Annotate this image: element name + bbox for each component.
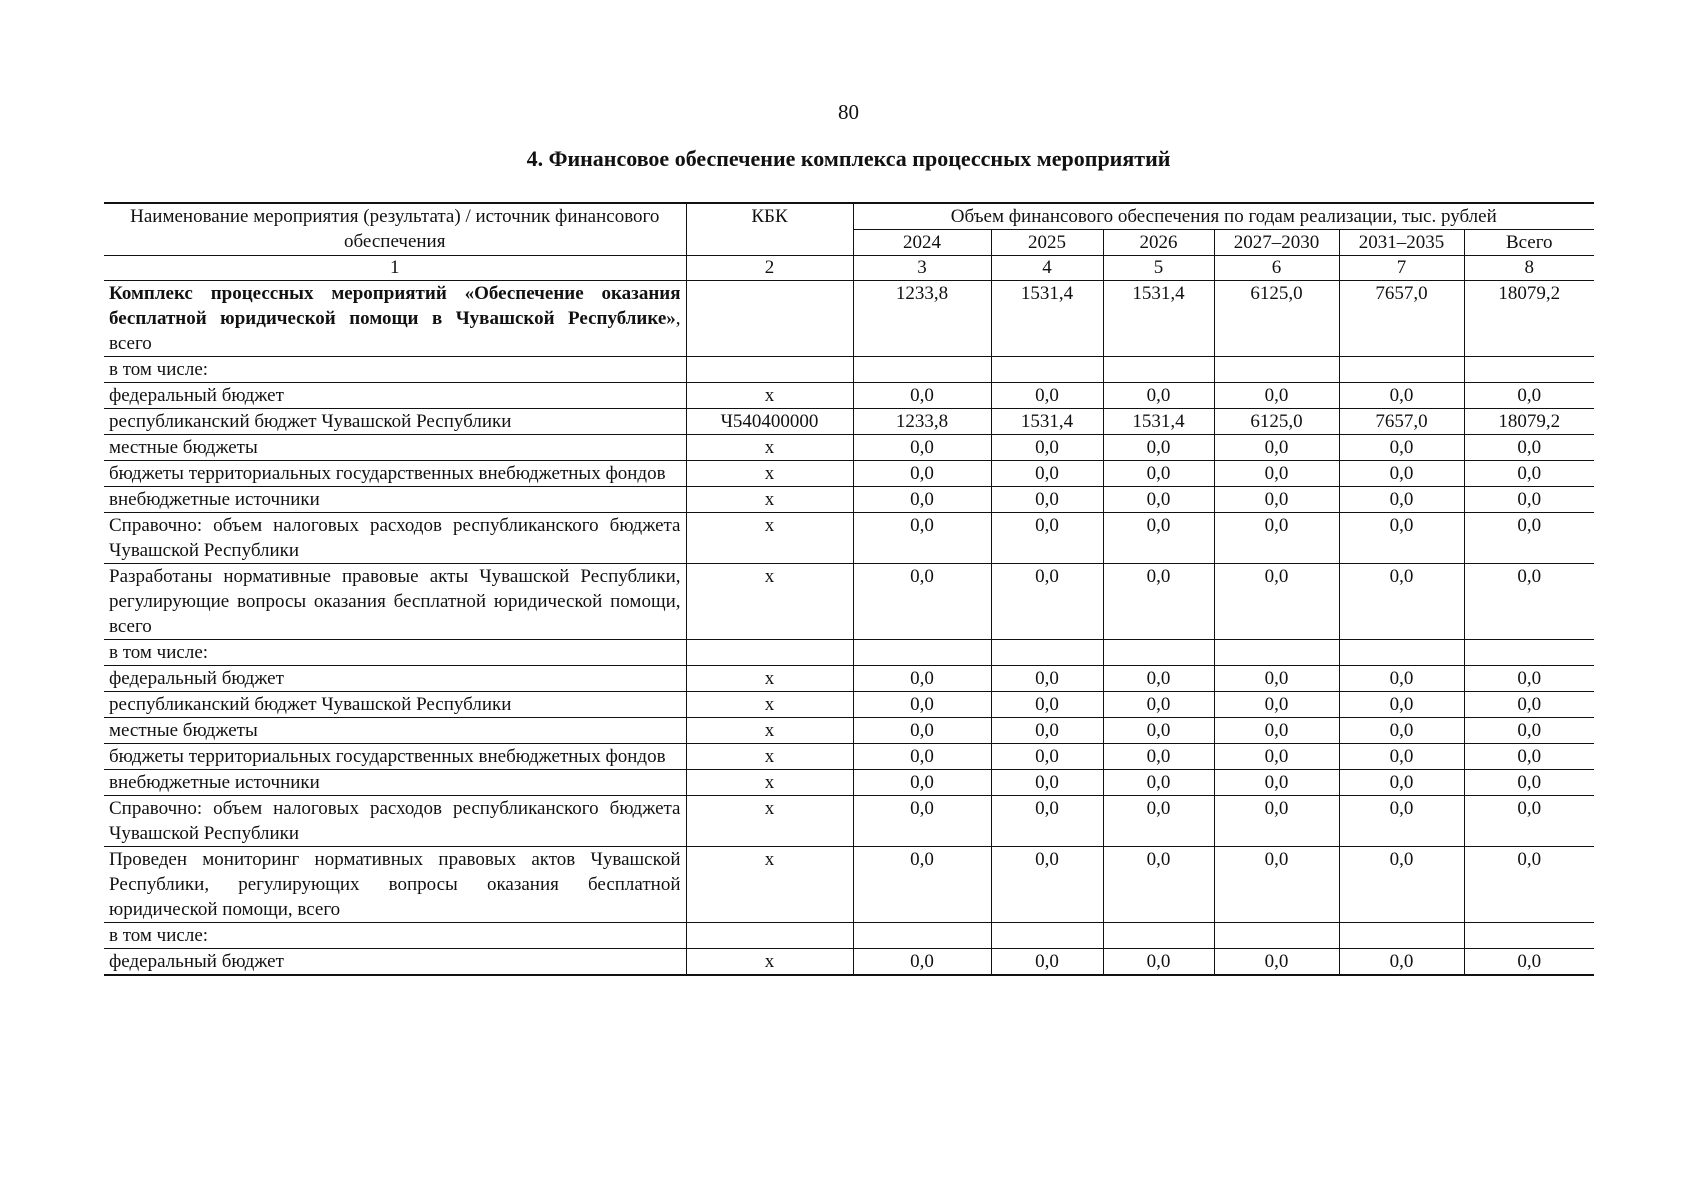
row-kbk: х [686, 461, 853, 487]
row-value: 0,0 [1214, 383, 1339, 409]
row-value [991, 923, 1103, 949]
row-name: республиканский бюджет Чувашской Республики [104, 692, 686, 718]
row-value: 0,0 [1103, 435, 1214, 461]
row-value: 0,0 [1103, 564, 1214, 640]
row-name: республиканский бюджет Чувашской Республики [104, 409, 686, 435]
table-row [104, 718, 1594, 744]
row-value: 0,0 [991, 383, 1103, 409]
column-number: 5 [1103, 256, 1214, 281]
column-number: 3 [853, 256, 991, 281]
row-name: бюджеты территориальных государственных внебюджетных фондов [104, 744, 686, 770]
row-total: 18079,2 [1464, 281, 1594, 357]
table-row [104, 281, 1594, 357]
row-value: 0,0 [1339, 666, 1464, 692]
row-kbk: х [686, 847, 853, 923]
row-kbk: х [686, 744, 853, 770]
row-value [991, 357, 1103, 383]
row-value: 0,0 [1103, 718, 1214, 744]
financing-table [104, 202, 1594, 976]
row-value: 7657,0 [1339, 409, 1464, 435]
row-total: 18079,2 [1464, 409, 1594, 435]
row-value: 0,0 [853, 718, 991, 744]
table-row [104, 564, 1594, 640]
row-value [1214, 640, 1339, 666]
row-total: 0,0 [1464, 383, 1594, 409]
header-year: 2025 [991, 230, 1103, 256]
row-kbk [686, 640, 853, 666]
row-value: 0,0 [1103, 383, 1214, 409]
row-value: 0,0 [853, 564, 991, 640]
row-value [1339, 640, 1464, 666]
table-row [104, 640, 1594, 666]
row-total [1464, 923, 1594, 949]
row-kbk: х [686, 666, 853, 692]
row-value: 6125,0 [1214, 281, 1339, 357]
row-value: 0,0 [853, 435, 991, 461]
row-name: федеральный бюджет [104, 949, 686, 976]
row-value: 0,0 [853, 796, 991, 847]
header-year: 2026 [1103, 230, 1214, 256]
row-value: 0,0 [1103, 513, 1214, 564]
column-number: 6 [1214, 256, 1339, 281]
row-value [853, 640, 991, 666]
page-number: 80 [838, 100, 859, 124]
row-name-rest: , всего [109, 308, 681, 354]
row-kbk: х [686, 564, 853, 640]
row-value: 0,0 [853, 383, 991, 409]
row-value: 0,0 [853, 770, 991, 796]
row-value [1339, 357, 1464, 383]
row-kbk: х [686, 718, 853, 744]
column-number: 7 [1339, 256, 1464, 281]
row-value: 0,0 [1214, 949, 1339, 976]
row-value [853, 923, 991, 949]
row-value: 0,0 [1103, 796, 1214, 847]
row-total [1464, 357, 1594, 383]
row-name: федеральный бюджет [104, 666, 686, 692]
row-name: Справочно: объем налоговых расходов республиканского бюджета Чувашской Республики [104, 796, 686, 847]
row-total: 0,0 [1464, 796, 1594, 847]
row-value: 0,0 [853, 949, 991, 976]
row-value: 0,0 [1214, 796, 1339, 847]
row-name: в том числе: [104, 640, 686, 666]
header-volume: Объем финансового обеспечения по годам реализации, тыс. рублей [853, 203, 1594, 230]
header-kbk: КБК [686, 203, 853, 256]
row-name: бюджеты территориальных государственных внебюджетных фондов [104, 461, 686, 487]
row-total: 0,0 [1464, 949, 1594, 976]
row-name [104, 281, 686, 357]
row-value: 0,0 [991, 796, 1103, 847]
row-total: 0,0 [1464, 461, 1594, 487]
row-value: 0,0 [1214, 513, 1339, 564]
row-value: 1531,4 [1103, 281, 1214, 357]
row-value: 0,0 [1214, 487, 1339, 513]
row-value: 0,0 [1339, 847, 1464, 923]
table-row [104, 357, 1594, 383]
row-value: 0,0 [991, 435, 1103, 461]
table-row [104, 923, 1594, 949]
row-value: 0,0 [991, 564, 1103, 640]
page-title: 4. Финансовое обеспечение комплекса процессных мероприятий [526, 146, 1171, 171]
row-kbk [686, 357, 853, 383]
row-value: 0,0 [1103, 666, 1214, 692]
row-value: 0,0 [1103, 487, 1214, 513]
row-value: 0,0 [991, 718, 1103, 744]
table-row [104, 770, 1594, 796]
row-value: 0,0 [1339, 949, 1464, 976]
row-value: 0,0 [991, 487, 1103, 513]
header-year: 2031–2035 [1339, 230, 1464, 256]
row-value: 0,0 [1103, 949, 1214, 976]
row-value: 1233,8 [853, 281, 991, 357]
row-value: 0,0 [1214, 564, 1339, 640]
row-value: 0,0 [1103, 692, 1214, 718]
row-value: 1233,8 [853, 409, 991, 435]
row-total: 0,0 [1464, 744, 1594, 770]
row-name: в том числе: [104, 923, 686, 949]
row-value: 0,0 [1339, 692, 1464, 718]
table-row [104, 847, 1594, 923]
column-number-row [104, 256, 1594, 281]
row-value: 0,0 [1339, 461, 1464, 487]
row-value: 0,0 [1339, 383, 1464, 409]
row-total: 0,0 [1464, 770, 1594, 796]
row-value: 0,0 [991, 770, 1103, 796]
row-value: 0,0 [1103, 770, 1214, 796]
row-total: 0,0 [1464, 564, 1594, 640]
row-value: 0,0 [853, 847, 991, 923]
row-total [1464, 640, 1594, 666]
row-kbk: х [686, 383, 853, 409]
row-name: федеральный бюджет [104, 383, 686, 409]
row-kbk: х [686, 513, 853, 564]
row-value: 7657,0 [1339, 281, 1464, 357]
row-value: 0,0 [1214, 461, 1339, 487]
row-value: 0,0 [991, 692, 1103, 718]
row-total: 0,0 [1464, 513, 1594, 564]
row-name: внебюджетные источники [104, 487, 686, 513]
row-value: 0,0 [991, 513, 1103, 564]
row-value [853, 357, 991, 383]
table-row [104, 949, 1594, 976]
row-value: 0,0 [853, 487, 991, 513]
row-value: 0,0 [1339, 770, 1464, 796]
table-row [104, 513, 1594, 564]
header-year: 2027–2030 [1214, 230, 1339, 256]
table-row [104, 692, 1594, 718]
row-value: 0,0 [1103, 461, 1214, 487]
row-value: 0,0 [991, 744, 1103, 770]
row-name: местные бюджеты [104, 718, 686, 744]
row-total: 0,0 [1464, 435, 1594, 461]
row-total: 0,0 [1464, 487, 1594, 513]
row-value: 0,0 [1214, 435, 1339, 461]
column-number: 8 [1464, 256, 1594, 281]
row-kbk: х [686, 770, 853, 796]
row-value [991, 640, 1103, 666]
row-value: 1531,4 [991, 409, 1103, 435]
row-total: 0,0 [1464, 666, 1594, 692]
row-value: 0,0 [991, 949, 1103, 976]
row-value: 0,0 [853, 461, 991, 487]
row-value: 0,0 [1339, 435, 1464, 461]
row-value: 0,0 [1214, 770, 1339, 796]
row-value: 0,0 [1339, 513, 1464, 564]
row-name: Проведен мониторинг нормативных правовых актов Чувашской Республики, регулирующих вопросы оказания бесплатной юридической помощи, всего [104, 847, 686, 923]
row-kbk: х [686, 949, 853, 976]
row-total: 0,0 [1464, 692, 1594, 718]
row-value: 0,0 [1214, 666, 1339, 692]
table-row [104, 383, 1594, 409]
row-kbk [686, 281, 853, 357]
table-row [104, 744, 1594, 770]
table-row [104, 796, 1594, 847]
column-number: 4 [991, 256, 1103, 281]
row-name: внебюджетные источники [104, 770, 686, 796]
row-total: 0,0 [1464, 718, 1594, 744]
table-row [104, 461, 1594, 487]
row-value: 0,0 [853, 744, 991, 770]
row-name: в том числе: [104, 357, 686, 383]
row-kbk: х [686, 692, 853, 718]
row-value [1214, 357, 1339, 383]
row-value: 0,0 [991, 666, 1103, 692]
row-value: 0,0 [853, 513, 991, 564]
row-value: 0,0 [1339, 796, 1464, 847]
row-value: 0,0 [1214, 692, 1339, 718]
table-row [104, 409, 1594, 435]
row-value: 0,0 [1339, 744, 1464, 770]
row-value: 0,0 [991, 461, 1103, 487]
row-value: 6125,0 [1214, 409, 1339, 435]
row-value [1103, 923, 1214, 949]
row-value: 0,0 [1214, 847, 1339, 923]
row-kbk: х [686, 435, 853, 461]
table-row [104, 435, 1594, 461]
row-name: местные бюджеты [104, 435, 686, 461]
row-value: 0,0 [853, 666, 991, 692]
header-total: Всего [1464, 230, 1594, 256]
row-total: 0,0 [1464, 847, 1594, 923]
row-value [1214, 923, 1339, 949]
row-kbk: х [686, 487, 853, 513]
row-value [1103, 640, 1214, 666]
row-value: 0,0 [1339, 718, 1464, 744]
row-name: Разработаны нормативные правовые акты Чувашской Республики, регулирующие вопросы оказания бесплатной юридической помощи, всего [104, 564, 686, 640]
row-value: 0,0 [853, 692, 991, 718]
row-value: 0,0 [991, 847, 1103, 923]
row-kbk [686, 923, 853, 949]
row-value: 1531,4 [1103, 409, 1214, 435]
row-name-bold: Комплекс процессных мероприятий «Обеспечение оказания бесплатной юридической помощи в Чувашской Республике» [109, 283, 681, 329]
row-value: 0,0 [1339, 564, 1464, 640]
row-value: 0,0 [1103, 744, 1214, 770]
row-name: Справочно: объем налоговых расходов республиканского бюджета Чувашской Республики [104, 513, 686, 564]
row-kbk: х [686, 796, 853, 847]
row-value: 0,0 [1103, 847, 1214, 923]
header-name: Наименование мероприятия (результата) / источник финансового обеспечения [104, 203, 686, 256]
column-number: 2 [686, 256, 853, 281]
row-kbk: Ч540400000 [686, 409, 853, 435]
table-row [104, 666, 1594, 692]
row-value: 0,0 [1339, 487, 1464, 513]
header-row [104, 203, 1594, 230]
row-value [1103, 357, 1214, 383]
column-number: 1 [104, 256, 686, 281]
table-row [104, 487, 1594, 513]
row-value: 0,0 [1214, 718, 1339, 744]
row-value [1339, 923, 1464, 949]
header-year: 2024 [853, 230, 991, 256]
row-value: 1531,4 [991, 281, 1103, 357]
row-value: 0,0 [1214, 744, 1339, 770]
